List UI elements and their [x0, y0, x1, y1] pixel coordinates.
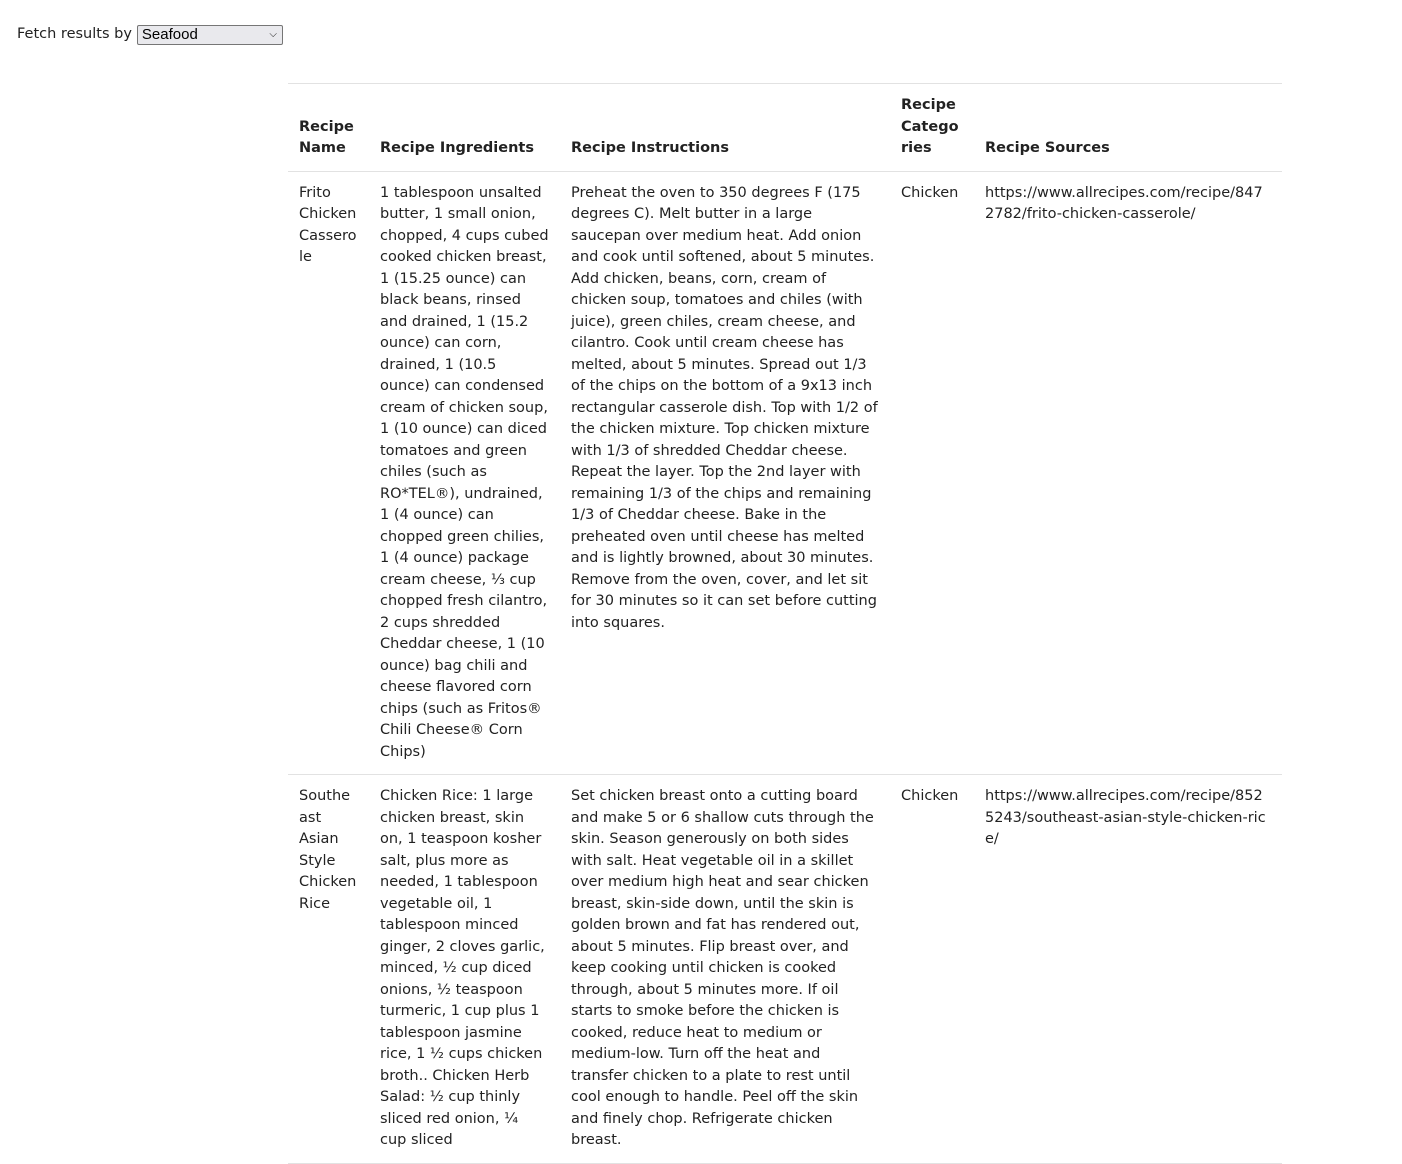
- category-select[interactable]: [137, 25, 283, 45]
- recipe-category-cell: Chicken: [901, 184, 959, 201]
- recipe-source-cell: https://www.allrecipes.com/recipe/8472782/frito-chicken-casserole/: [985, 184, 1263, 222]
- chevron-down-icon: ⌵: [269, 28, 277, 40]
- header-recipe-instructions: Recipe Instructions: [571, 140, 729, 156]
- table-header-row: [288, 84, 1282, 172]
- header-recipe-categories: Recipe Categories: [901, 97, 959, 156]
- category-select-value: Seafood: [141, 25, 198, 43]
- recipe-name-cell: Southeast Asian Style Chicken Rice: [299, 788, 357, 912]
- table-row: [288, 775, 1282, 1164]
- header-recipe-sources: Recipe Sources: [985, 140, 1110, 156]
- filter-label: Fetch results by: [17, 26, 132, 42]
- recipe-instructions-cell: Set chicken breast onto a cutting board and make 5 or 6 shallow cuts through the skin. Season generously on both sides with salt. Heat vegetable oil in a skillet over medium high heat and sear chicken breast, skin-side down, until the skin is golden brown and fat has rendered out, about 5 minutes. Flip breast over, and keep cooking until chicken is cooked through, about 5 minutes more. If oil starts to smoke before the chicken is cooked, reduce heat to medium or medium-low. Turn off the heat and transfer chicken to a plate to rest until cool enough to handle. Peel off the skin and finely chop. Refrigerate chicken breast.: [571, 788, 874, 1148]
- recipe-name-cell: Frito Chicken Casserole: [299, 184, 357, 265]
- recipe-instructions-cell: Preheat the oven to 350 degrees F (175 degrees C). Melt butter in a large saucepan over medium heat. Add onion and cook until softened, about 5 minutes. Add chicken, beans, corn, cream of chicken soup, tomatoes and chiles (with juice), green chiles, cream cheese, and cilantro. Cook until cream cheese has melted, about 5 minutes. Spread out 1/3 of the chips on the bottom of a 9x13 inch rectangular casserole dish. Top with 1/2 of the chicken mixture. Top chicken mixture with 1/3 of shredded Cheddar cheese. Repeat the layer. Top the 2nd layer with remaining 1/3 of the chips and remaining 1/3 of Cheddar cheese. Bake in the preheated oven until cheese has melted and is lightly browned, about 30 minutes. Remove from the oven, cover, and let sit for 30 minutes so it can set before cutting into squares.: [571, 184, 878, 631]
- recipe-category-cell: Chicken: [901, 788, 959, 804]
- recipe-source-cell: https://www.allrecipes.com/recipe/8525243/southeast-asian-style-chicken-rice/: [985, 788, 1266, 847]
- header-recipe-ingredients: Recipe Ingredients: [380, 140, 534, 156]
- recipes-table: [288, 83, 1282, 1164]
- header-recipe-name: Recipe Name: [299, 118, 354, 156]
- table-row: [288, 171, 1282, 775]
- filter-bar: [17, 24, 283, 45]
- recipe-ingredients-cell: Chicken Rice: 1 large chicken breast, skin on, 1 teaspoon kosher salt, plus more as needed, 1 tablespoon vegetable oil, 1 tablespoon minced ginger, 2 cloves garlic, minced, ½ cup diced onions, ½ teaspoon turmeric, 1 cup plus 1 tablespoon jasmine rice, 1 ½ cups chicken broth.. Chicken Herb Salad: ½ cup thinly sliced red onion, ¼ cup sliced: [380, 788, 545, 1148]
- recipe-ingredients-cell: 1 tablespoon unsalted butter, 1 small onion, chopped, 4 cups cubed cooked chicken breast, 1 (15.25 ounce) can black beans, rinsed and drained, 1 (15.2 ounce) can corn, drained, 1 (10.5 ounce) can condensed cream of chicken soup, 1 (10 ounce) can diced tomatoes and green chiles (such as RO*TEL®), undrained, 1 (4 ounce) can chopped green chilies, 1 (4 ounce) package cream cheese, ⅓ cup chopped fresh cilantro, 2 cups shredded Cheddar cheese, 1 (10 ounce) bag chili and cheese flavored corn chips (such as Fritos® Chili Cheese® Corn Chips): [380, 184, 549, 760]
